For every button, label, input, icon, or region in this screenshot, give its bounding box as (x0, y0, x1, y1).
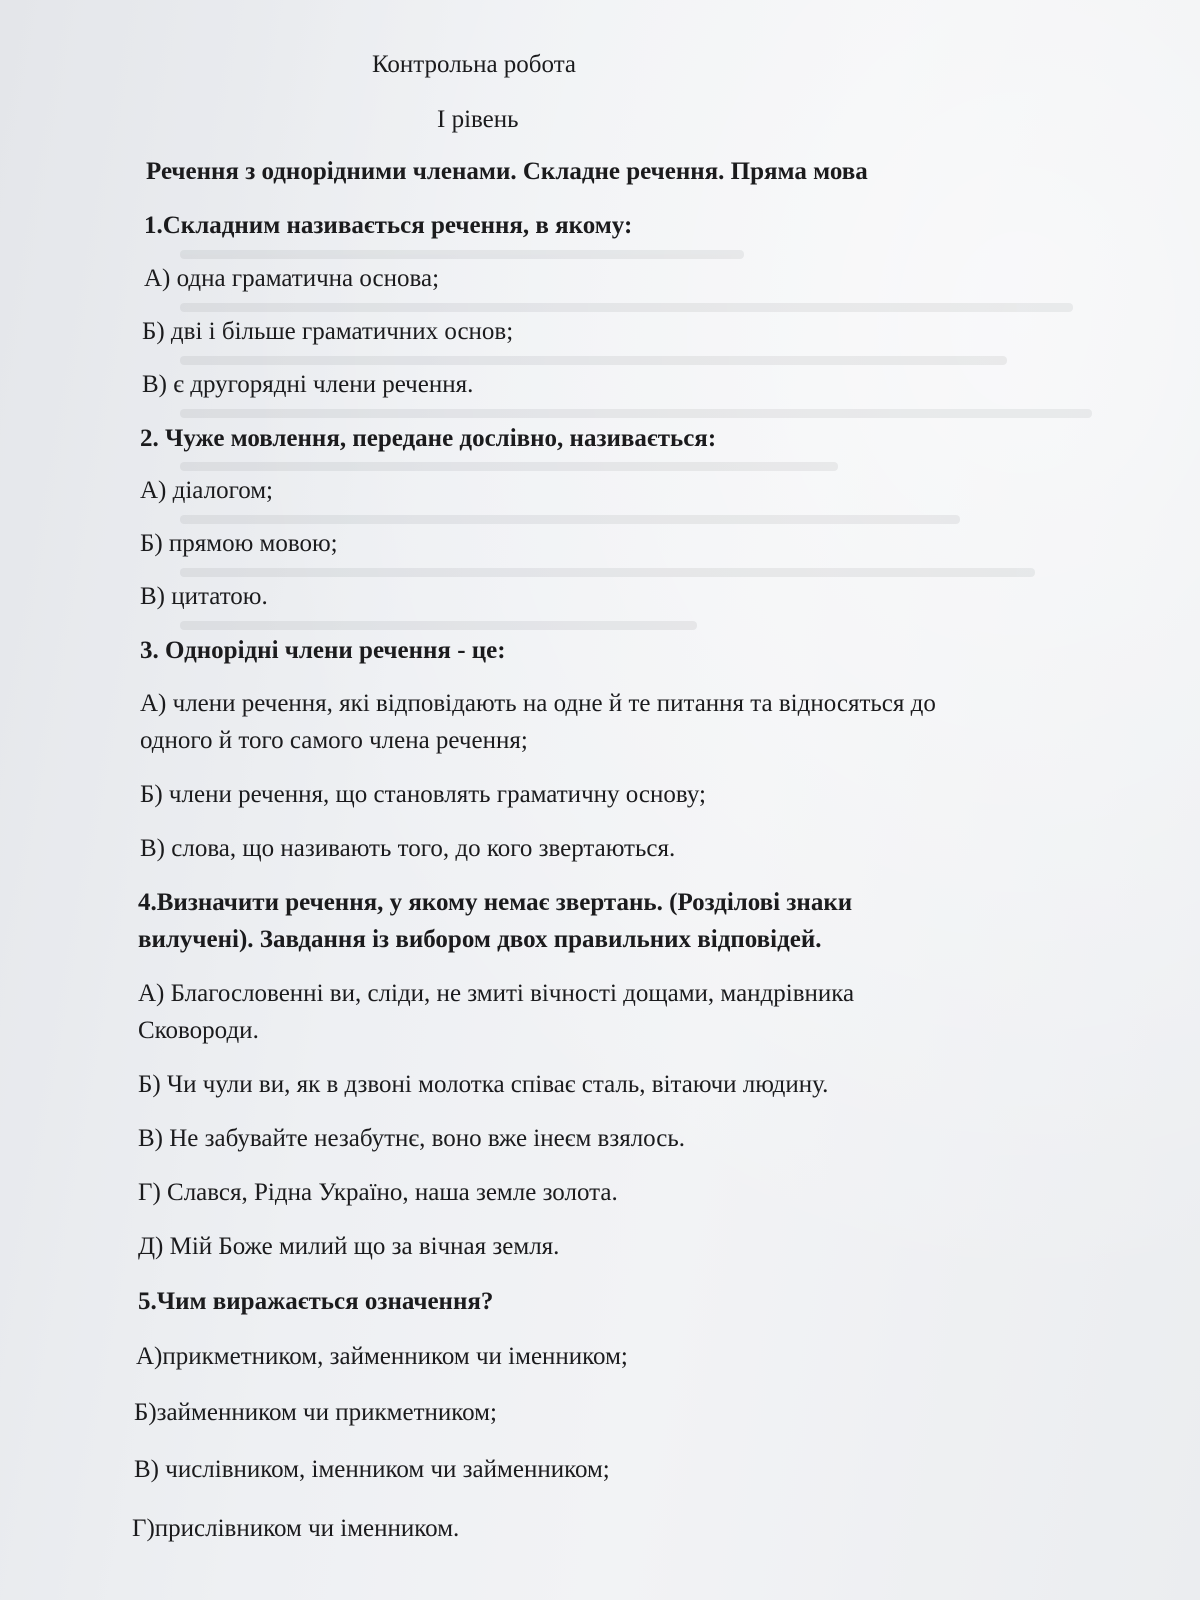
q3-option-a-cont: одного й того самого члена речення; (140, 727, 528, 754)
q4-option-a: А) Благословенні ви, сліди, не змиті вічності дощами, мандрівника (138, 980, 855, 1007)
q2-option-c: В) цитатою. (140, 583, 268, 610)
q5-option-b: Б)займенником чи прикметником; (134, 1399, 497, 1426)
q3-option-c: В) слова, що називають того, до кого звертаються. (140, 835, 676, 862)
q4-option-b: Б) Чи чули ви, як в дзвоні молотка співає сталь, вітаючи людину. (138, 1071, 829, 1098)
q4-option-d: Г) Слався, Рідна Україно, наша земле золота. (138, 1179, 618, 1206)
test-topic: Речення з однорідними членами. Складне речення. Пряма мова (146, 158, 868, 185)
q4-option-e: Д) Мій Боже милий що за вічная земля. (138, 1233, 560, 1260)
q1-option-a: А) одна граматична основа; (144, 265, 440, 292)
question-4-cont: вилучені). Завдання із вибором двох правильних відповідей. (138, 926, 822, 953)
question-2: 2. Чуже мовлення, передане дослівно, називається: (140, 425, 717, 452)
test-level: І рівень (437, 106, 519, 133)
q2-option-b: Б) прямою мовою; (140, 530, 338, 557)
q5-option-a: А)прикметником, займенником чи іменником; (136, 1343, 628, 1370)
question-1: 1.Складним називається речення, в якому: (144, 212, 633, 239)
question-3: 3. Однорідні члени речення - це: (140, 637, 506, 664)
question-4: 4.Визначити речення, у якому немає звертань. (Розділові знаки (138, 889, 853, 916)
q1-option-c: В) є другорядні члени речення. (142, 371, 474, 398)
q5-option-d: Г)прислівником чи іменником. (132, 1515, 460, 1542)
q5-option-c: В) числівником, іменником чи займенником; (134, 1456, 610, 1483)
q2-option-a: А) діалогом; (140, 477, 274, 504)
question-5: 5.Чим виражається означення? (138, 1288, 494, 1315)
q4-option-c: В) Не забувайте незабутнє, воно вже інеєм взялось. (138, 1125, 686, 1152)
test-title: Контрольна робота (372, 51, 577, 78)
q1-option-b: Б) дві і більше граматичних основ; (142, 318, 514, 345)
q3-option-b: Б) члени речення, що становлять граматичну основу; (140, 781, 706, 808)
q3-option-a: А) члени речення, які відповідають на одне й те питання та відносяться до (140, 690, 936, 717)
q4-option-a-cont: Сковороди. (138, 1017, 259, 1044)
